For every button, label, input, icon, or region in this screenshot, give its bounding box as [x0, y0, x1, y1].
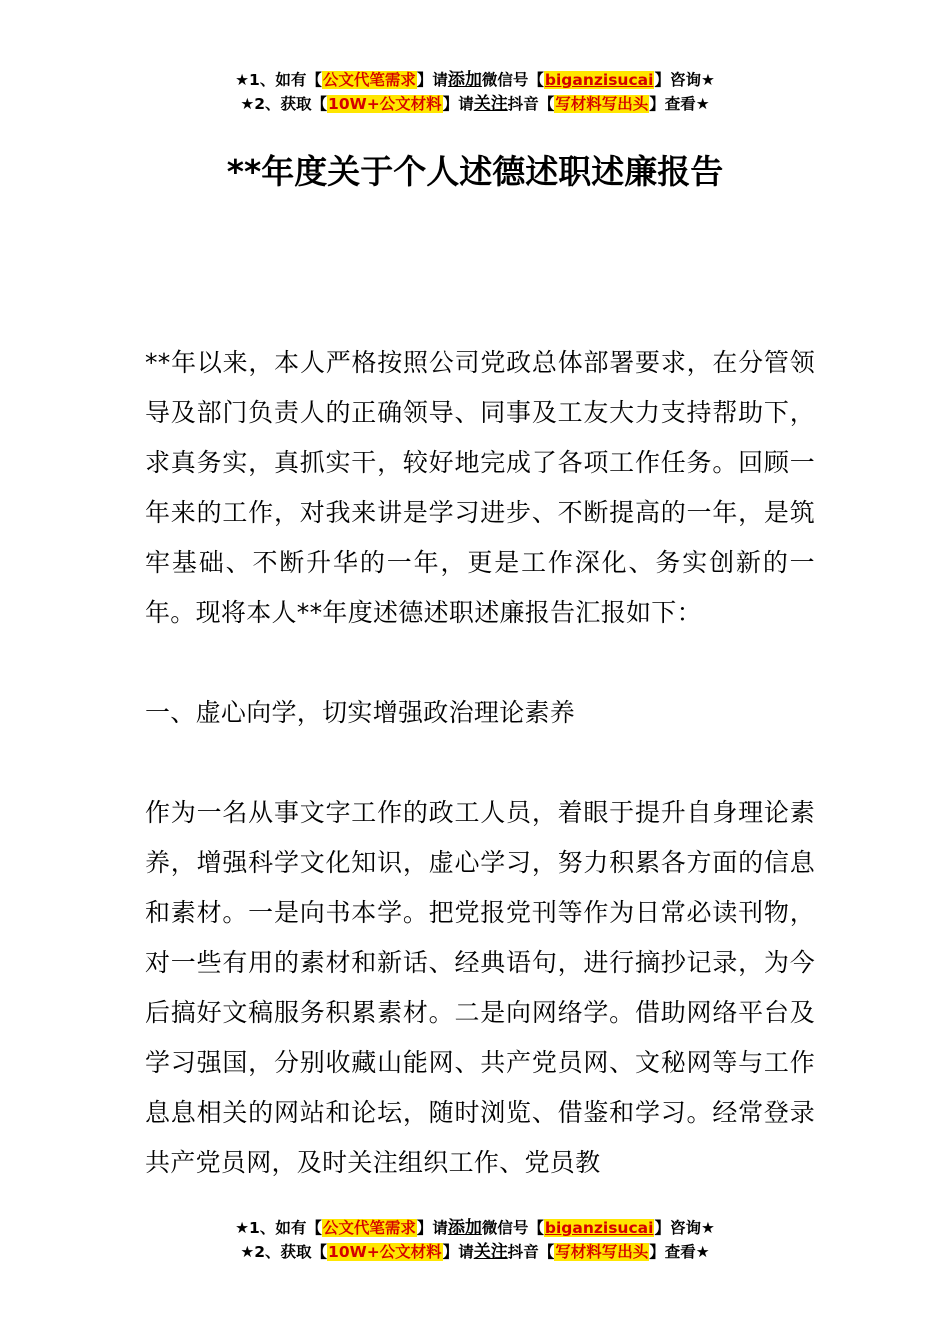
- promo-text: 】请: [416, 1219, 448, 1237]
- section-heading: 一、虚心向学，切实增强政治理论素养: [145, 698, 576, 727]
- wechat-id-link[interactable]: biganzisucai: [544, 1219, 654, 1237]
- promo-text: 】请: [442, 1243, 474, 1261]
- promo-line-2: [0, 1240, 950, 1264]
- promo-text: ★2、获取【: [240, 1243, 328, 1261]
- promo-text: 微信号【: [481, 71, 544, 89]
- promo-line-2: [0, 92, 950, 116]
- promo-text: 抖音【: [507, 95, 555, 113]
- promo-text: 微信号【: [481, 1219, 544, 1237]
- promo-banner-top: [0, 68, 950, 116]
- promo-text: 】查看★: [649, 1243, 710, 1261]
- promo-highlight-materials: 10W+公文材料: [328, 1243, 442, 1261]
- intro-paragraph: **年以来，本人严格按照公司党政总体部署要求，在分管领导及部门负责人的正确领导、同事及工友大力支持帮助下，求真务实，真抓实干，较好地完成了各项工作任务。回顾一年来的工作，对我来讲是学习进步、不断提高的一年，是筑牢基础、不断升华的一年，更是工作深化、务实创新的一年。现将本人**年度述德述职述廉报告汇报如下：: [145, 348, 815, 627]
- promo-emphasis: 添加: [447, 70, 482, 90]
- promo-highlight-service: 公文代笔需求: [322, 1219, 416, 1237]
- promo-text: 】请: [416, 71, 448, 89]
- promo-highlight-service: 公文代笔需求: [322, 71, 416, 89]
- promo-text: 】查看★: [649, 95, 710, 113]
- promo-text: 】咨询★: [654, 71, 715, 89]
- promo-line-1: [0, 68, 950, 92]
- document-title: **年度关于个人述德述职述廉报告: [226, 152, 724, 191]
- promo-banner-bottom: [0, 1216, 950, 1264]
- promo-text: 】请: [442, 95, 474, 113]
- promo-text: ★2、获取【: [240, 95, 328, 113]
- promo-text: ★1、如有【: [235, 71, 322, 89]
- promo-emphasis: 添加: [447, 1218, 482, 1238]
- promo-emphasis: 关注: [473, 1242, 508, 1262]
- promo-text: ★1、如有【: [235, 1219, 322, 1237]
- section-paragraph: 作为一名从事文字工作的政工人员，着眼于提升自身理论素养，增强科学文化知识，虚心学习，努力积累各方面的信息和素材。一是向书本学。把党报党刊等作为日常必读刊物，对一些有用的素材和新话、经典语句，进行摘抄记录，为今后搞好文稿服务积累素材。二是向网络学。借助网络平台及学习强国，分别收藏山能网、共产党员网、文秘网等与工作息息相关的网站和论坛，随时浏览、借鉴和学习。经常登录共产党员网，及时关注组织工作、党员教: [145, 798, 815, 1177]
- promo-highlight-materials: 10W+公文材料: [328, 95, 442, 113]
- promo-text: 】咨询★: [654, 1219, 715, 1237]
- promo-text: 抖音【: [507, 1243, 555, 1261]
- promo-highlight-account: 写材料写出头: [555, 95, 649, 113]
- wechat-id-link[interactable]: biganzisucai: [544, 71, 654, 89]
- promo-highlight-account: 写材料写出头: [555, 1243, 649, 1261]
- promo-line-1: [0, 1216, 950, 1240]
- promo-emphasis: 关注: [473, 94, 508, 114]
